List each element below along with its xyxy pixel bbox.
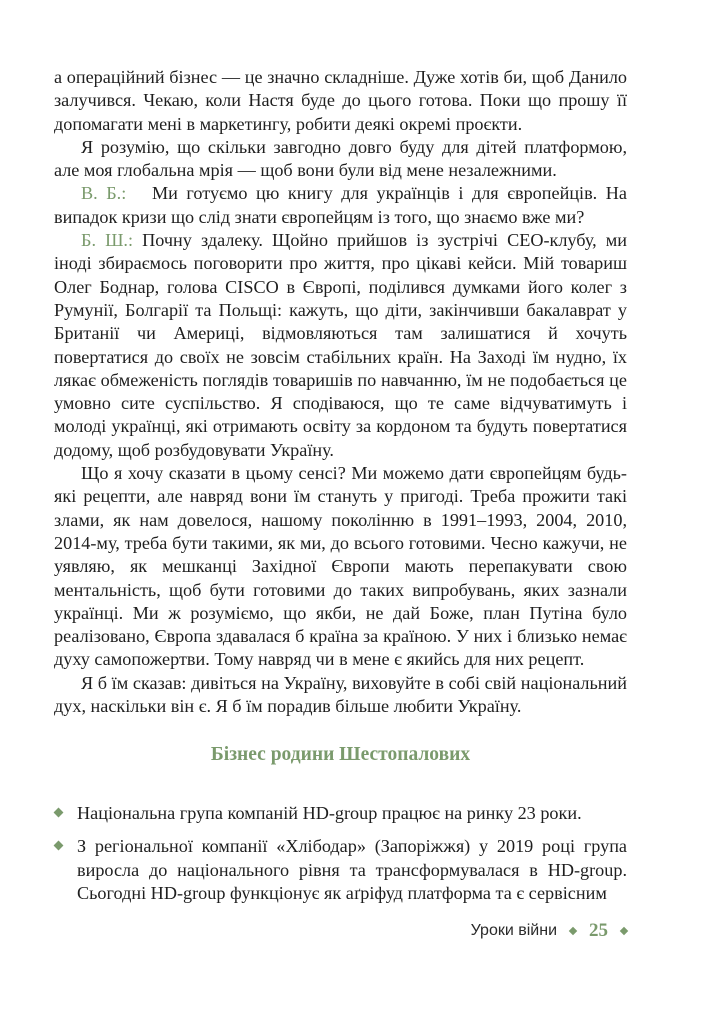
paragraph-3 [54, 182, 627, 229]
speaker-bsh: Б. Ш.: [81, 230, 134, 251]
diamond-icon [620, 927, 628, 935]
page-number: 25 [589, 920, 608, 941]
paragraph-1: а операційний бізнес — це значно складніше. Дуже хотів би, щоб Данило залучився. Чекаю, коли Настя буде до цього готова. Поки що прошу її допомагати мені в маркетингу, робити деякі окремі проєкти. [54, 67, 627, 134]
body-text [54, 66, 627, 718]
page-footer [471, 920, 627, 942]
paragraph-2: Я розумію, що скільки завгодно довго буду для дітей платформою, але моя глобальна мрія — щоб вони були від мене незалежними. [54, 136, 627, 181]
list-item-text: З регіональної компанії «Хлібодар» (Запоріжжя) у 2019 році група виросла до національного рівня та трансформувалася в HD-group. Сьогодні HD-group функціонує як аґріфуд платформа та є сервісним [77, 836, 627, 903]
list-item [54, 835, 627, 905]
running-title: Уроки війни [470, 922, 557, 939]
paragraph-4 [54, 229, 627, 462]
diamond-icon [569, 927, 577, 935]
section-heading: Бізнес родини Шестопалових [210, 744, 471, 765]
answer-text: Почну здалеку. Щойно прийшов із зустрічі CEO-клубу, ми іноді збираємось поговорити про життя, про цікаві кейси. Мій товариш Олег Боднар, голова CISCO в Європі, поділився думками його колег з Румунії, Болгарії та Польщі: кажуть, що діти, закінчивши бакалаврат у Британії чи Америці, відмовляються там залишатися й хочуть повертатися до своїх не зовсім стабільних країн. На Заході їм нудно, їх лякає обмеженість поглядів товаришів по навчанню, їм не подобається це умовно сите суспільство. Я сподіваюся, що те саме відчуватимуть і молоді українці, які отримають освіту за кордоном та будуть повертатися додому, щоб розбудовувати Україну. [54, 230, 627, 460]
question-text: Ми готуємо цю книгу для українців і для європейців. На випадок кризи що слід знати європейцям із того, що знаємо вже ми? [54, 183, 627, 227]
list-item [54, 802, 627, 825]
paragraph-6: Я б їм сказав: дивіться на Україну, виховуйте в собі свій національний дух, наскільки він є. Я б їм порадив більше любити Україну. [54, 672, 627, 717]
list-item-text: Національна група компаній HD-group працює на ринку 23 роки. [77, 803, 582, 823]
paragraph-5: Що я хочу сказати в цьому сенсі? Ми можемо дати європейцям будь-які рецепти, але навряд вони їм стануть у пригоді. Треба прожити такі злами, як нам довелося, нашому поколінню в 1991–1993, 2004, 2010, 2014-му, треба бути такими, як ми, до всього готовими. Чесно кажучи, не уявляю, як мешканці Західної Європи мають перепакувати свою ментальність, щоб бути готовими до таких випробувань, яких зазнали українці. Ми ж розуміємо, що якби, не дай Боже, план Путіна було реалізовано, Європа здавалася б країна за країною. У них і близько немає духу самопожертви. Тому навряд чи в мене є якийсь для них рецепт. [54, 463, 627, 670]
speaker-vb: В. Б.: [81, 183, 127, 204]
bullet-list [54, 802, 627, 915]
diamond-bullet-icon [54, 841, 64, 851]
diamond-bullet-icon [54, 808, 64, 818]
